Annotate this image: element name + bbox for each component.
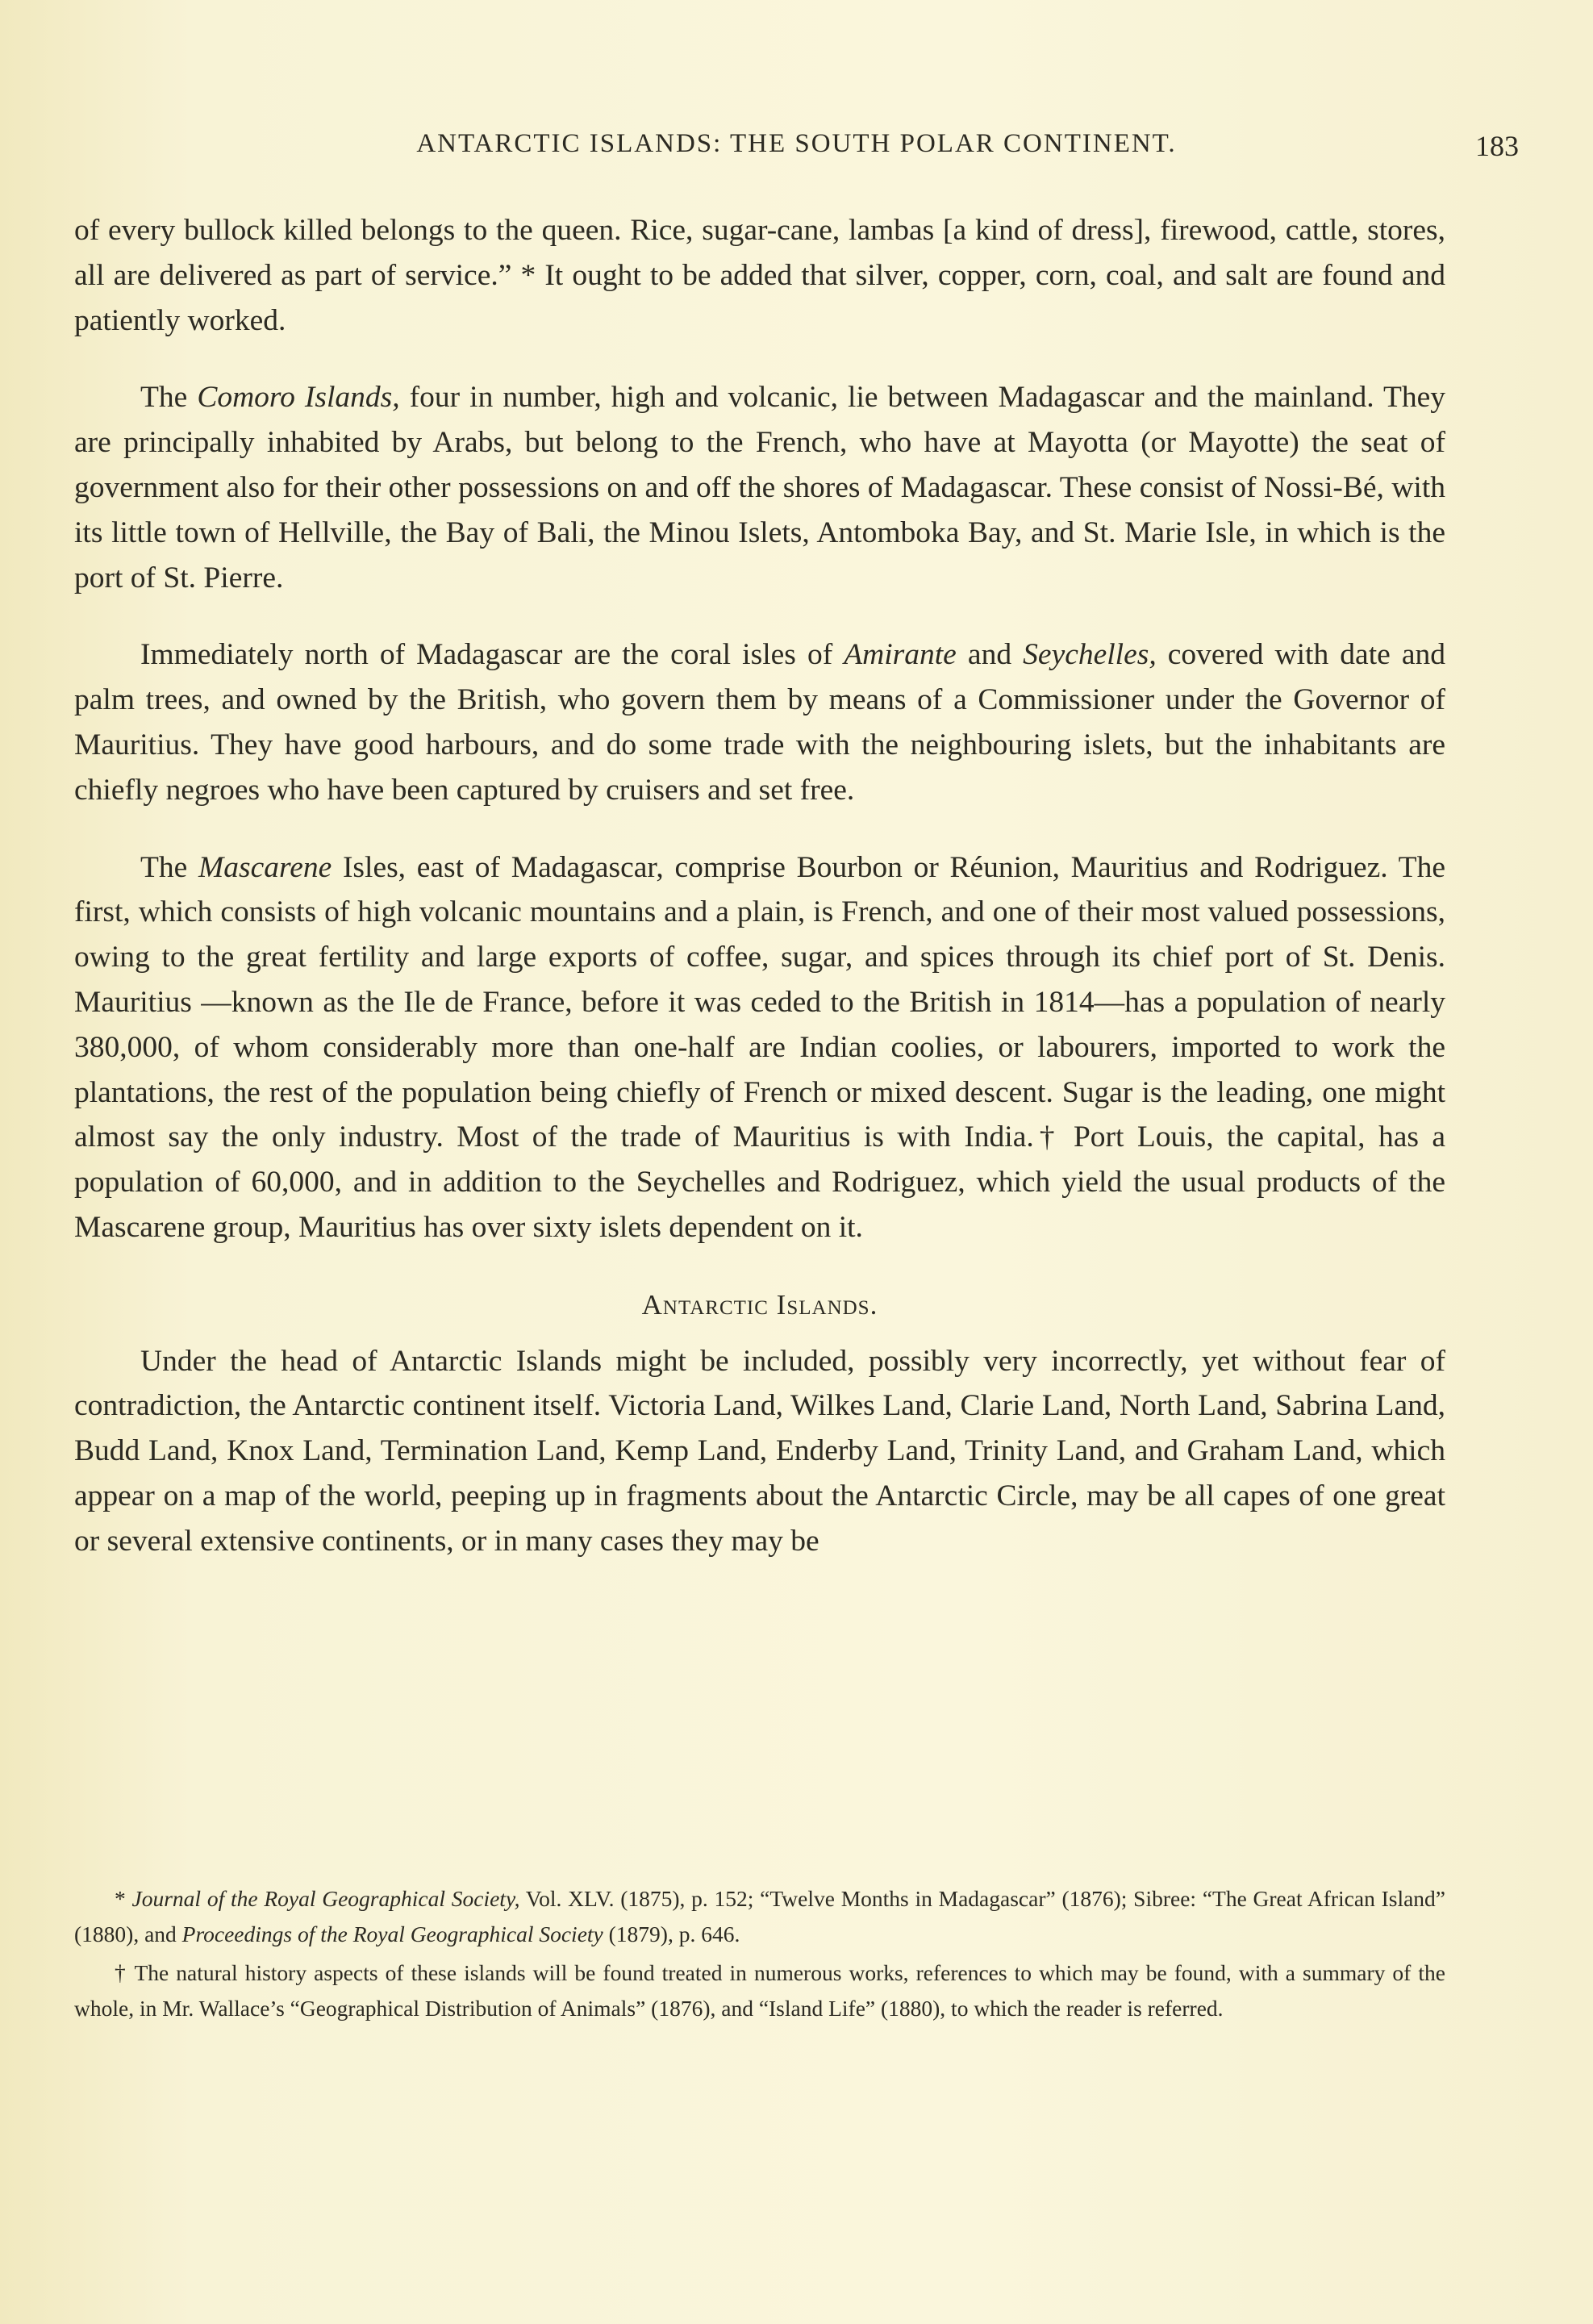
place-name-mascarene: Mascarene [198, 850, 332, 884]
page-number: 183 [1475, 130, 1519, 162]
footnotes [74, 1881, 1445, 2030]
text-segment: covered with date and palm trees, and owned by the British, who govern them by means of a Commissioner under the Governor of Mauritius. They have good harbours, and do some trade with the neighbouring islets, but the inhabitants are chiefly negroes who have been captured by cruisers and set free. [74, 638, 1445, 807]
running-title: ANTARCTIC ISLANDS: THE SOUTH POLAR CONTINENT. [416, 129, 1177, 158]
text-segment: Immediately north of Madagascar are the coral isles of [140, 638, 844, 672]
text-segment: The [140, 850, 199, 884]
section-heading: Antarctic Islands. [641, 1288, 878, 1321]
footnote-dagger: † The natural history aspects of these islands will be found treated in numerous works, references to which may be found, with a summary of the whole, in Mr. Wallace’s “Geographical Distribution of Animals” (1876), and “Island Life” (1880), to which the reader is referred. [74, 1960, 1445, 2021]
text-segment: (1879), p. 646. [603, 1921, 740, 1946]
footnote-title: Journal of the Royal Geographical Society, [131, 1886, 520, 1911]
text-segment: Isles, east of Madagascar, comprise Bourbon or Réunion, Mauritius and Rodriguez. The first, which consists of high volcanic mountains and a plain, is French, and one of their most valued possessions, owing to the great fertility and large exports of coffee, sugar, and spices through its chief port of St. Denis. Mauritius —known as the Ile de France, before it was ceded to the British in 1814—has a population of nearly 380,000, of whom considerably more than one-half are Indian coolies, or labourers, imported to work the plantations, the rest of the population being chiefly of French or mixed descent. Sugar is the leading, one might almost say the only industry. Most of the trade of Mauritius is with India.† Port Louis, the capital, has a population of 60,000, and in addition to the Seychelles and Rodriguez, which yield the usual products of the Mascarene group, Mauritius has over sixty islets dependent on it. [74, 850, 1445, 1244]
running-head [74, 129, 1519, 165]
text-segment: and [956, 638, 1024, 672]
paragraph-mascarene-isles [74, 845, 1445, 1250]
footnote-title: Proceedings of the Royal Geographical Society [181, 1921, 603, 1946]
place-name-seychelles: Seychelles, [1023, 638, 1157, 672]
paragraph-amirante-seychelles [74, 632, 1445, 812]
paragraph-queen-service: of every bullock killed belongs to the queen. Rice, sugar-cane, lambas [a kind of dress], firewood, cattle, stores, all are delivered as part of service.” * It ought to be added that silver, copper, corn, coal, and salt are found and patiently worked. [74, 214, 1445, 337]
paragraph-antarctic-islands: Under the head of Antarctic Islands might be included, possibly very incorrectly, yet without fear of contradiction, the Antarctic continent itself. Victoria Land, Wilkes Land, Clarie Land, North Land, Sabrina Land, Budd Land, Knox Land, Termination Land, Kemp Land, Enderby Land, Trinity Land, and Graham Land, which appear on a map of the world, peeping up in fragments about the Antarctic Circle, may be all capes of one great or several extensive continents, or in many cases they may be [74, 1344, 1445, 1558]
text-segment: four in number, high and volcanic, lie between Madagascar and the mainland. They are principally inhabited by Arabs, but belong to the French, who have at Mayotta (or Mayotte) the seat of government also for their other possessions on and off the shores of Madagascar. These consist of Nossi-Bé, with its little town of Hellville, the Bay of Bali, the Minou Islets, Antomboka Bay, and St. Marie Isle, in which is the port of St. Pierre. [74, 381, 1445, 595]
footnote-asterisk [74, 1881, 1445, 1952]
place-name-amirante: Amirante [844, 638, 957, 672]
paragraph-comoro-islands [74, 375, 1445, 600]
footnote-marker: * [115, 1886, 132, 1911]
body-text [74, 208, 1445, 1564]
place-name-comoro: Comoro Islands, [197, 381, 400, 415]
text-segment: Vol. XLV. (1875), p. 152; “Twelve Months in Madagascar” (1876); Sibree: “The Great African Island” (1880), and [74, 1886, 1445, 1946]
text-segment: The [140, 381, 198, 415]
